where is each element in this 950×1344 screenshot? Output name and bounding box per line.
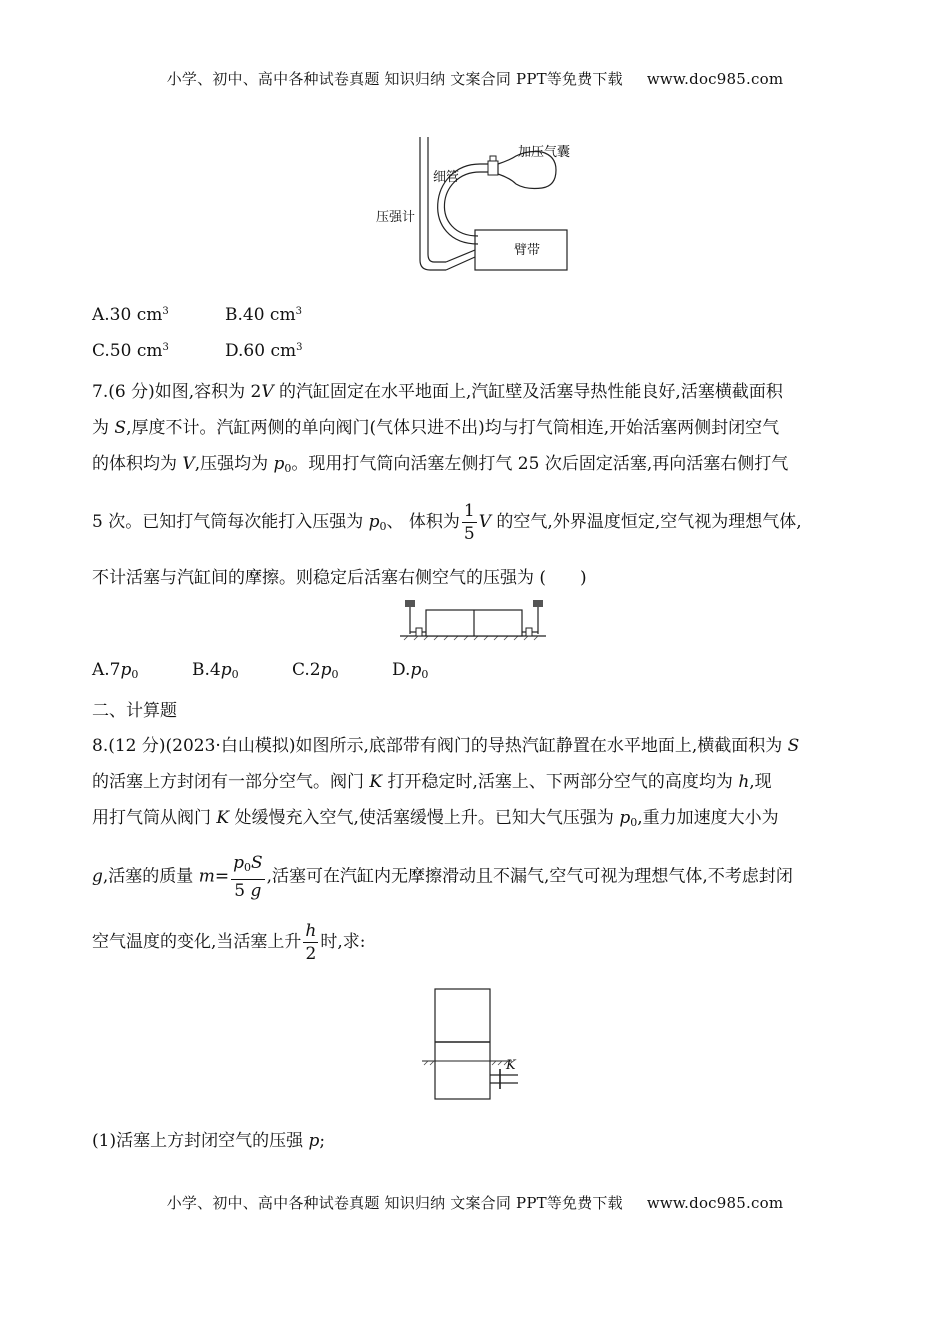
q6-option-c[interactable]: C.50 $cm^3$ <box>92 341 169 361</box>
fraction-mass: $\frac{p_0S}{5 g}$ <box>233 853 263 901</box>
q7-line-3: 的体积均为 V,压强均为 $p_0$。现用打气筒向活塞左侧打气 25 次后固定活塞,再向活塞右侧打气 <box>92 454 789 475</box>
q7-option-a[interactable]: $A.7p_0$ <box>92 660 139 681</box>
q8-sub-question-1: (1)活塞上方封闭空气的压强 p; <box>92 1131 326 1151</box>
page-footer <box>0 1192 950 1213</box>
q8-line-5: 空气温度的变化,当活塞上升 $\frac{h}{2}$ 时,求: <box>92 921 366 964</box>
q7-option-d[interactable]: $D.p_0$ <box>392 660 429 681</box>
q7-line-2: 为 S,厚度不计。汽缸两侧的单向阀门(气体只进不出)均与打气筒相连,开始活塞两侧封闭空气 <box>92 418 780 438</box>
section-heading: 二、计算题 <box>92 701 177 721</box>
q8-line-2: 的活塞上方封闭有一部分空气。阀门 K 打开稳定时,活塞上、下两部分空气的高度均为 h,现 <box>92 772 772 792</box>
header-text: 小学、初中、高中各种试卷真题 知识归纳 文案合同 PPT等免费下载 <box>166 70 623 88</box>
figure-cylinder-valve <box>420 985 530 1105</box>
q7-option-b[interactable]: $B.4p_0$ <box>192 660 239 681</box>
q7-line-1: 7.(6 分)如图,容积为 2V 的汽缸固定在水平地面上,汽缸壁及活塞导热性能良好,活塞横截面积 <box>92 382 783 402</box>
footer-url[interactable]: www.doc985.com <box>646 1194 784 1212</box>
label-thin-tube: 细管 <box>433 170 460 185</box>
q6-option-d[interactable]: D.60 $cm^3$ <box>225 341 303 361</box>
q8-line-1: 8.(12 分)(2023·白山模拟)如图所示,底部带有阀门的导热汽缸静置在水平地面上,横截面积为 S <box>92 736 800 756</box>
q7-option-c[interactable]: $C.2p_0$ <box>292 660 339 681</box>
fraction-one-fifth: $\frac{1}{5}$ <box>463 501 475 544</box>
q8-line-3: 用打气筒从阀门 K 处缓慢充入空气,使活塞缓慢上升。已知大气压强为 $p_0$,重力加速度大小为 <box>92 808 779 829</box>
label-pressure-gauge: 压强计 <box>376 210 416 225</box>
q7-line-5: 不计活塞与汽缸间的摩擦。则稳定后活塞右侧空气的压强为 ( ) <box>92 568 587 588</box>
q8-line-4: g,活塞的质量 m= $\frac{p_0S}{5 g}$ ,活塞可在汽缸内无摩擦滑动且不漏气,空气可视为理想气体,不考虑封闭 <box>92 853 793 901</box>
q6-option-b[interactable]: B.40 $cm^3$ <box>225 305 302 325</box>
q6-option-a[interactable]: A.30 $cm^3$ <box>92 305 169 325</box>
fraction-h-half: $\frac{h}{2}$ <box>305 921 317 964</box>
q7-line-4: 5 次。已知打气筒每次能打入压强为 $p_0$、 体积为 $\frac{1}{5}$ V 的空气,外界温度恒定,空气视为理想气体, <box>92 501 802 544</box>
label-cuff: 臂带 <box>514 243 541 258</box>
header-url[interactable]: www.doc985.com <box>646 70 784 88</box>
valve-k-label: K <box>506 1058 516 1073</box>
figure-cylinder-piston <box>398 596 548 641</box>
page-header <box>0 68 950 89</box>
footer-text: 小学、初中、高中各种试卷真题 知识归纳 文案合同 PPT等免费下载 <box>166 1194 623 1212</box>
label-balloon: 加压气囊 <box>518 145 571 160</box>
